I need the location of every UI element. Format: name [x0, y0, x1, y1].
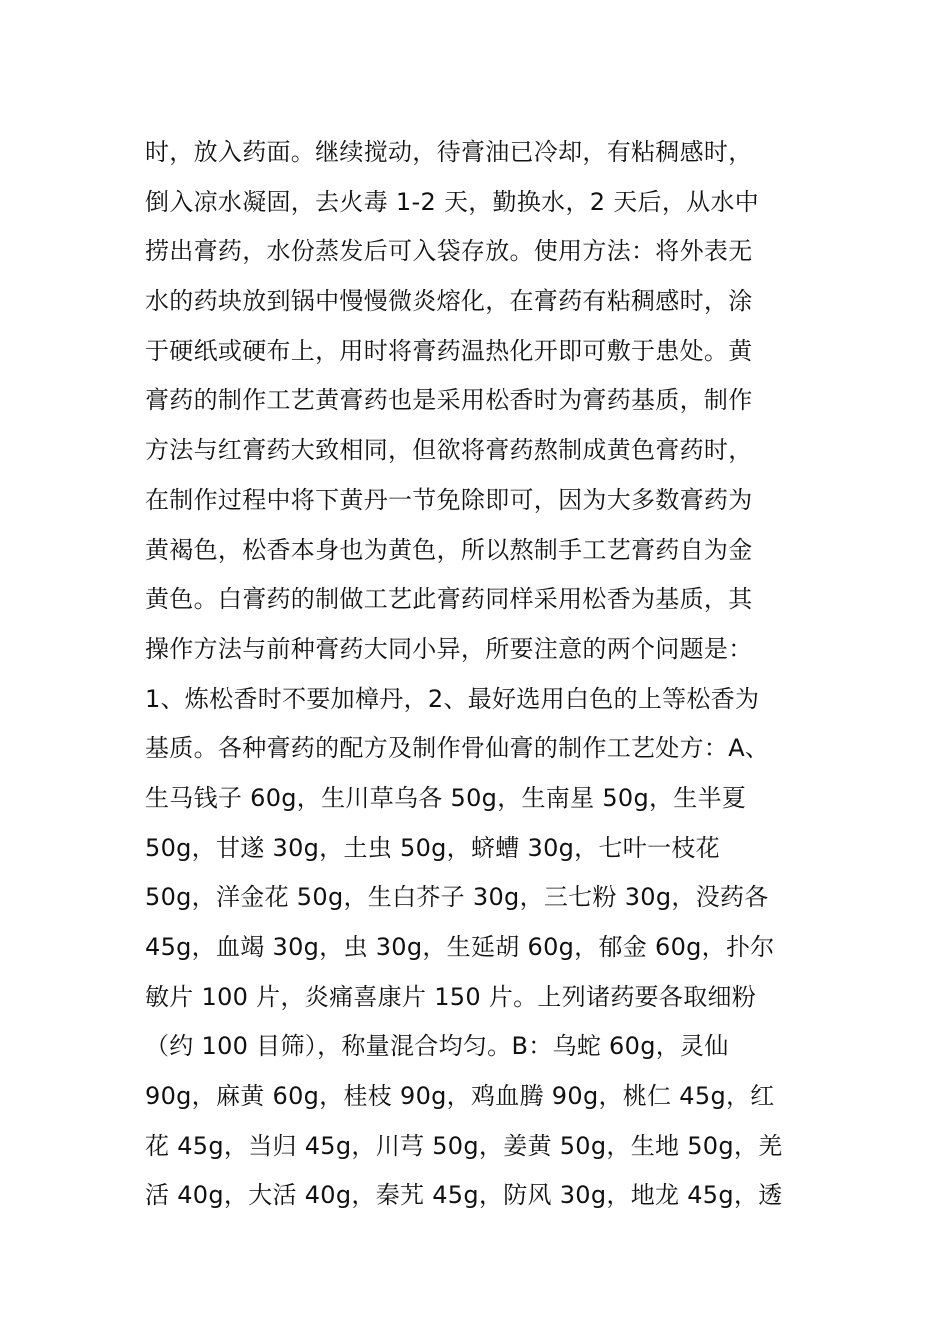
text-line-14: 生马钱子 60g，生川草乌各 50g，生南星 50g，生半夏 [145, 783, 747, 812]
text-line-5: 于硬纸或硬布上，用时将膏药温热化开即可敷于患处。黄 [145, 336, 753, 365]
text-line-8: 在制作过程中将下黄丹一节免除即可，因为大多数膏药为 [145, 485, 753, 514]
text-line-13: 基质。各种膏药的配方及制作骨仙膏的制作工艺处方：A、 [145, 734, 770, 763]
text-line-9: 黄褐色，松香本身也为黄色，所以熬制手工艺膏药自为金 [145, 535, 753, 564]
text-line-1: 时，放入药面。继续搅动，待膏油已冷却，有粘稠感时， [145, 138, 753, 166]
text-line-2: 倒入凉水凝固，去火毒 1-2 天，勤换水，2 天后，从水中 [145, 187, 760, 216]
text-line-18: 敏片 100 片，炎痛喜康片 150 片。上列诸药要各取细粉 [145, 982, 757, 1011]
text-line-12: 1、炼松香时不要加樟丹，2、最好选用白色的上等松香为 [145, 684, 760, 713]
text-line-7: 方法与红膏药大致相同，但欲将膏药熬制成黄色膏药时， [145, 436, 753, 465]
text-line-4: 水的药块放到锅中慢慢微炎熔化，在膏药有粘稠感时，涂 [145, 287, 753, 316]
body-text [145, 128, 825, 1221]
text-line-16: 50g，洋金花 50g，生白芥子 30g，三七粉 30g，没药各 [145, 883, 769, 912]
text-line-17: 45g，血竭 30g，虫 30g，生延胡 60g，郁金 60g，扑尔 [145, 933, 775, 961]
text-line-10: 黄色。白膏药的制做工艺此膏药同样采用松香为基质，其 [145, 585, 753, 614]
text-line-6: 膏药的制作工艺黄膏药也是采用松香时为膏药基质，制作 [145, 386, 753, 415]
text-line-15: 50g，甘遂 30g，土虫 50g，蛴螬 30g，七叶一枝花 [145, 833, 720, 862]
text-line-3: 捞出膏药，水份蒸发后可入袋存放。使用方法：将外表无 [145, 237, 753, 266]
text-line-21: 花 45g，当归 45g，川芎 50g，姜黄 50g，生地 50g，羌 [145, 1131, 783, 1160]
text-line-19: （约 100 目筛），称量混合均匀。B：乌蛇 60g，灵仙 [145, 1032, 729, 1061]
text-line-22: 活 40g，大活 40g，秦艽 45g，防风 30g，地龙 45g，透 [145, 1181, 783, 1210]
text-line-20: 90g，麻黄 60g，桂枝 90g，鸡血腾 90g，桃仁 45g，红 [145, 1082, 775, 1111]
text-line-11: 操作方法与前种膏药大同小异，所要注意的两个问题是： [145, 634, 753, 663]
